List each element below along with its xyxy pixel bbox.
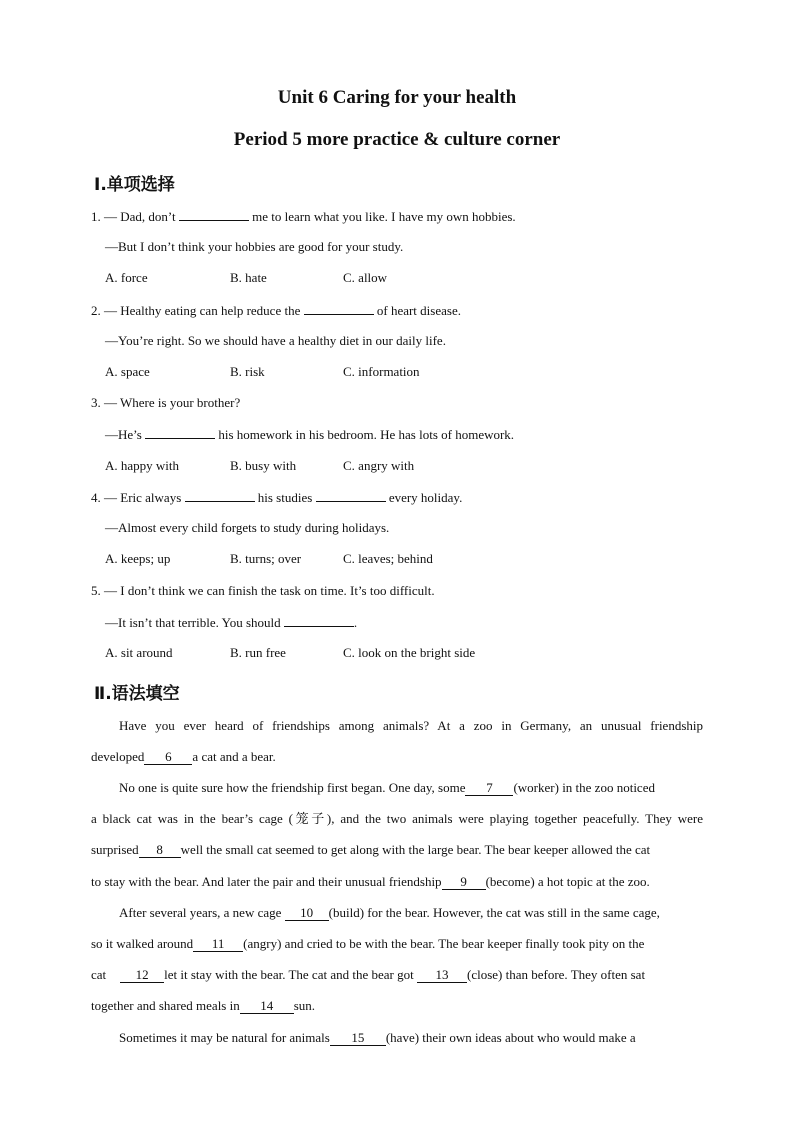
passage-text: let it stay with the bear. The cat and the bear got [164, 967, 417, 982]
passage-line [91, 998, 315, 1014]
question-1-option-b: B. hate [230, 270, 267, 285]
question-text: me to learn what you like. I have my own hobbies. [248, 209, 516, 224]
answer-blank [179, 208, 249, 221]
passage-text: so it walked around [91, 936, 194, 951]
question-4 [91, 489, 462, 506]
question-text: his studies [254, 490, 316, 505]
question-1-option-c: C. allow [343, 270, 388, 285]
question-4-option-c: C. leaves; behind [343, 551, 433, 566]
passage-line [91, 936, 644, 952]
passage-text: well the small cat seemed to get along with the large bear. The bear keeper allowed the cat [180, 842, 651, 857]
question-1 [91, 208, 516, 225]
passage-line [91, 749, 276, 765]
passage-text: (close) than before. They often sat [466, 967, 646, 982]
blank-7: 7 [465, 781, 513, 796]
passage-text: (build) for the bear. However, the cat was still in the same cage, [328, 905, 660, 920]
question-4-option-a: A. keeps; up [105, 551, 171, 566]
passage-line: a black cat was in the bear’s cage (笼子), and the two animals were playing together peacefully. They were [91, 811, 703, 826]
question-3-option-c: C. angry with [343, 458, 415, 473]
question-2-option-a: A. space [105, 364, 150, 379]
passage-text: sun. [293, 998, 316, 1013]
passage-text: After several years, a new cage [119, 905, 285, 920]
question-4-option-b: B. turns; over [230, 551, 302, 566]
blank-12: 12 [120, 968, 164, 983]
answer-blank [284, 614, 354, 627]
blank-8: 8 [139, 843, 181, 858]
blank-6: 6 [144, 750, 192, 765]
section-heading-multiple-choice: Ⅰ.单项选择 [94, 175, 175, 195]
section-heading-grammar-fill: Ⅱ.语法填空 [94, 684, 180, 704]
question-2-option-c: C. information [343, 364, 420, 379]
passage-text: developed [91, 749, 145, 764]
passage-text: surprised [91, 842, 139, 857]
passage-text: cat [91, 967, 107, 982]
reply-text: —It isn’t that terrible. You should [105, 615, 284, 630]
question-5-option-c: C. look on the bright side [343, 645, 476, 660]
blank-10: 10 [285, 906, 329, 921]
passage-line: Have you ever heard of friendships among animals? At a zoo in Germany, an unusual friendship [119, 718, 703, 733]
question-3-option-b: B. busy with [230, 458, 297, 473]
passage-line [91, 842, 650, 858]
passage-text: (worker) in the zoo noticed [513, 780, 655, 795]
passage-line [119, 905, 660, 921]
passage-text: (have) their own ideas about who would make a [385, 1030, 636, 1045]
reply-text: —He’s [105, 427, 146, 442]
question-3-option-a: A. happy with [105, 458, 180, 473]
question-text: every holiday. [385, 490, 463, 505]
passage-line [119, 780, 655, 796]
blank-13: 13 [417, 968, 467, 983]
question-5: 5. — I don’t think we can finish the task on time. It’s too difficult. [91, 583, 435, 598]
passage-text: (angry) and cried to be with the bear. The bear keeper finally took pity on the [243, 936, 645, 951]
question-3: 3. — Where is your brother? [91, 395, 241, 410]
answer-blank [304, 302, 374, 315]
question-3-reply [105, 426, 514, 443]
blank-9: 9 [442, 875, 486, 890]
passage-line [119, 1030, 636, 1046]
question-5-option-a: A. sit around [105, 645, 173, 660]
passage-text: Sometimes it may be natural for animals [119, 1030, 330, 1045]
passage-text: to stay with the bear. And later the pair and their unusual friendship [91, 874, 442, 889]
question-5-reply [105, 614, 357, 631]
reply-text: his homework in his bedroom. He has lots of homework. [215, 427, 515, 442]
passage-line [91, 874, 650, 890]
question-text: 1. — Dad, don’t [91, 209, 179, 224]
question-4-reply: —Almost every child forgets to study during holidays. [105, 520, 390, 535]
question-2 [91, 302, 461, 319]
passage-line [91, 967, 645, 983]
answer-blank [185, 489, 255, 502]
blank-15: 15 [330, 1031, 386, 1046]
answer-blank [316, 489, 386, 502]
passage-text: No one is quite sure how the friendship first began. One day, some [119, 780, 466, 795]
question-text: 2. — Healthy eating can help reduce the [91, 303, 304, 318]
blank-11: 11 [193, 937, 243, 952]
reply-text: . [353, 615, 358, 630]
question-5-option-b: B. run free [230, 645, 286, 660]
blank-14: 14 [240, 999, 294, 1014]
page-title: Unit 6 Caring for your health [277, 87, 517, 108]
question-text: of heart disease. [373, 303, 461, 318]
question-1-option-a: A. force [105, 270, 148, 285]
answer-blank [145, 426, 215, 439]
question-text: 4. — Eric always [91, 490, 185, 505]
question-1-reply: —But I don’t think your hobbies are good for your study. [105, 239, 404, 254]
question-2-reply: —You’re right. So we should have a healthy diet in our daily life. [105, 333, 446, 348]
page-subtitle: Period 5 more practice & culture corner [233, 129, 561, 150]
passage-text: (become) a hot topic at the zoo. [485, 874, 650, 889]
passage-text: a cat and a bear. [192, 749, 276, 764]
passage-text: together and shared meals in [91, 998, 240, 1013]
question-2-option-b: B. risk [230, 364, 265, 379]
